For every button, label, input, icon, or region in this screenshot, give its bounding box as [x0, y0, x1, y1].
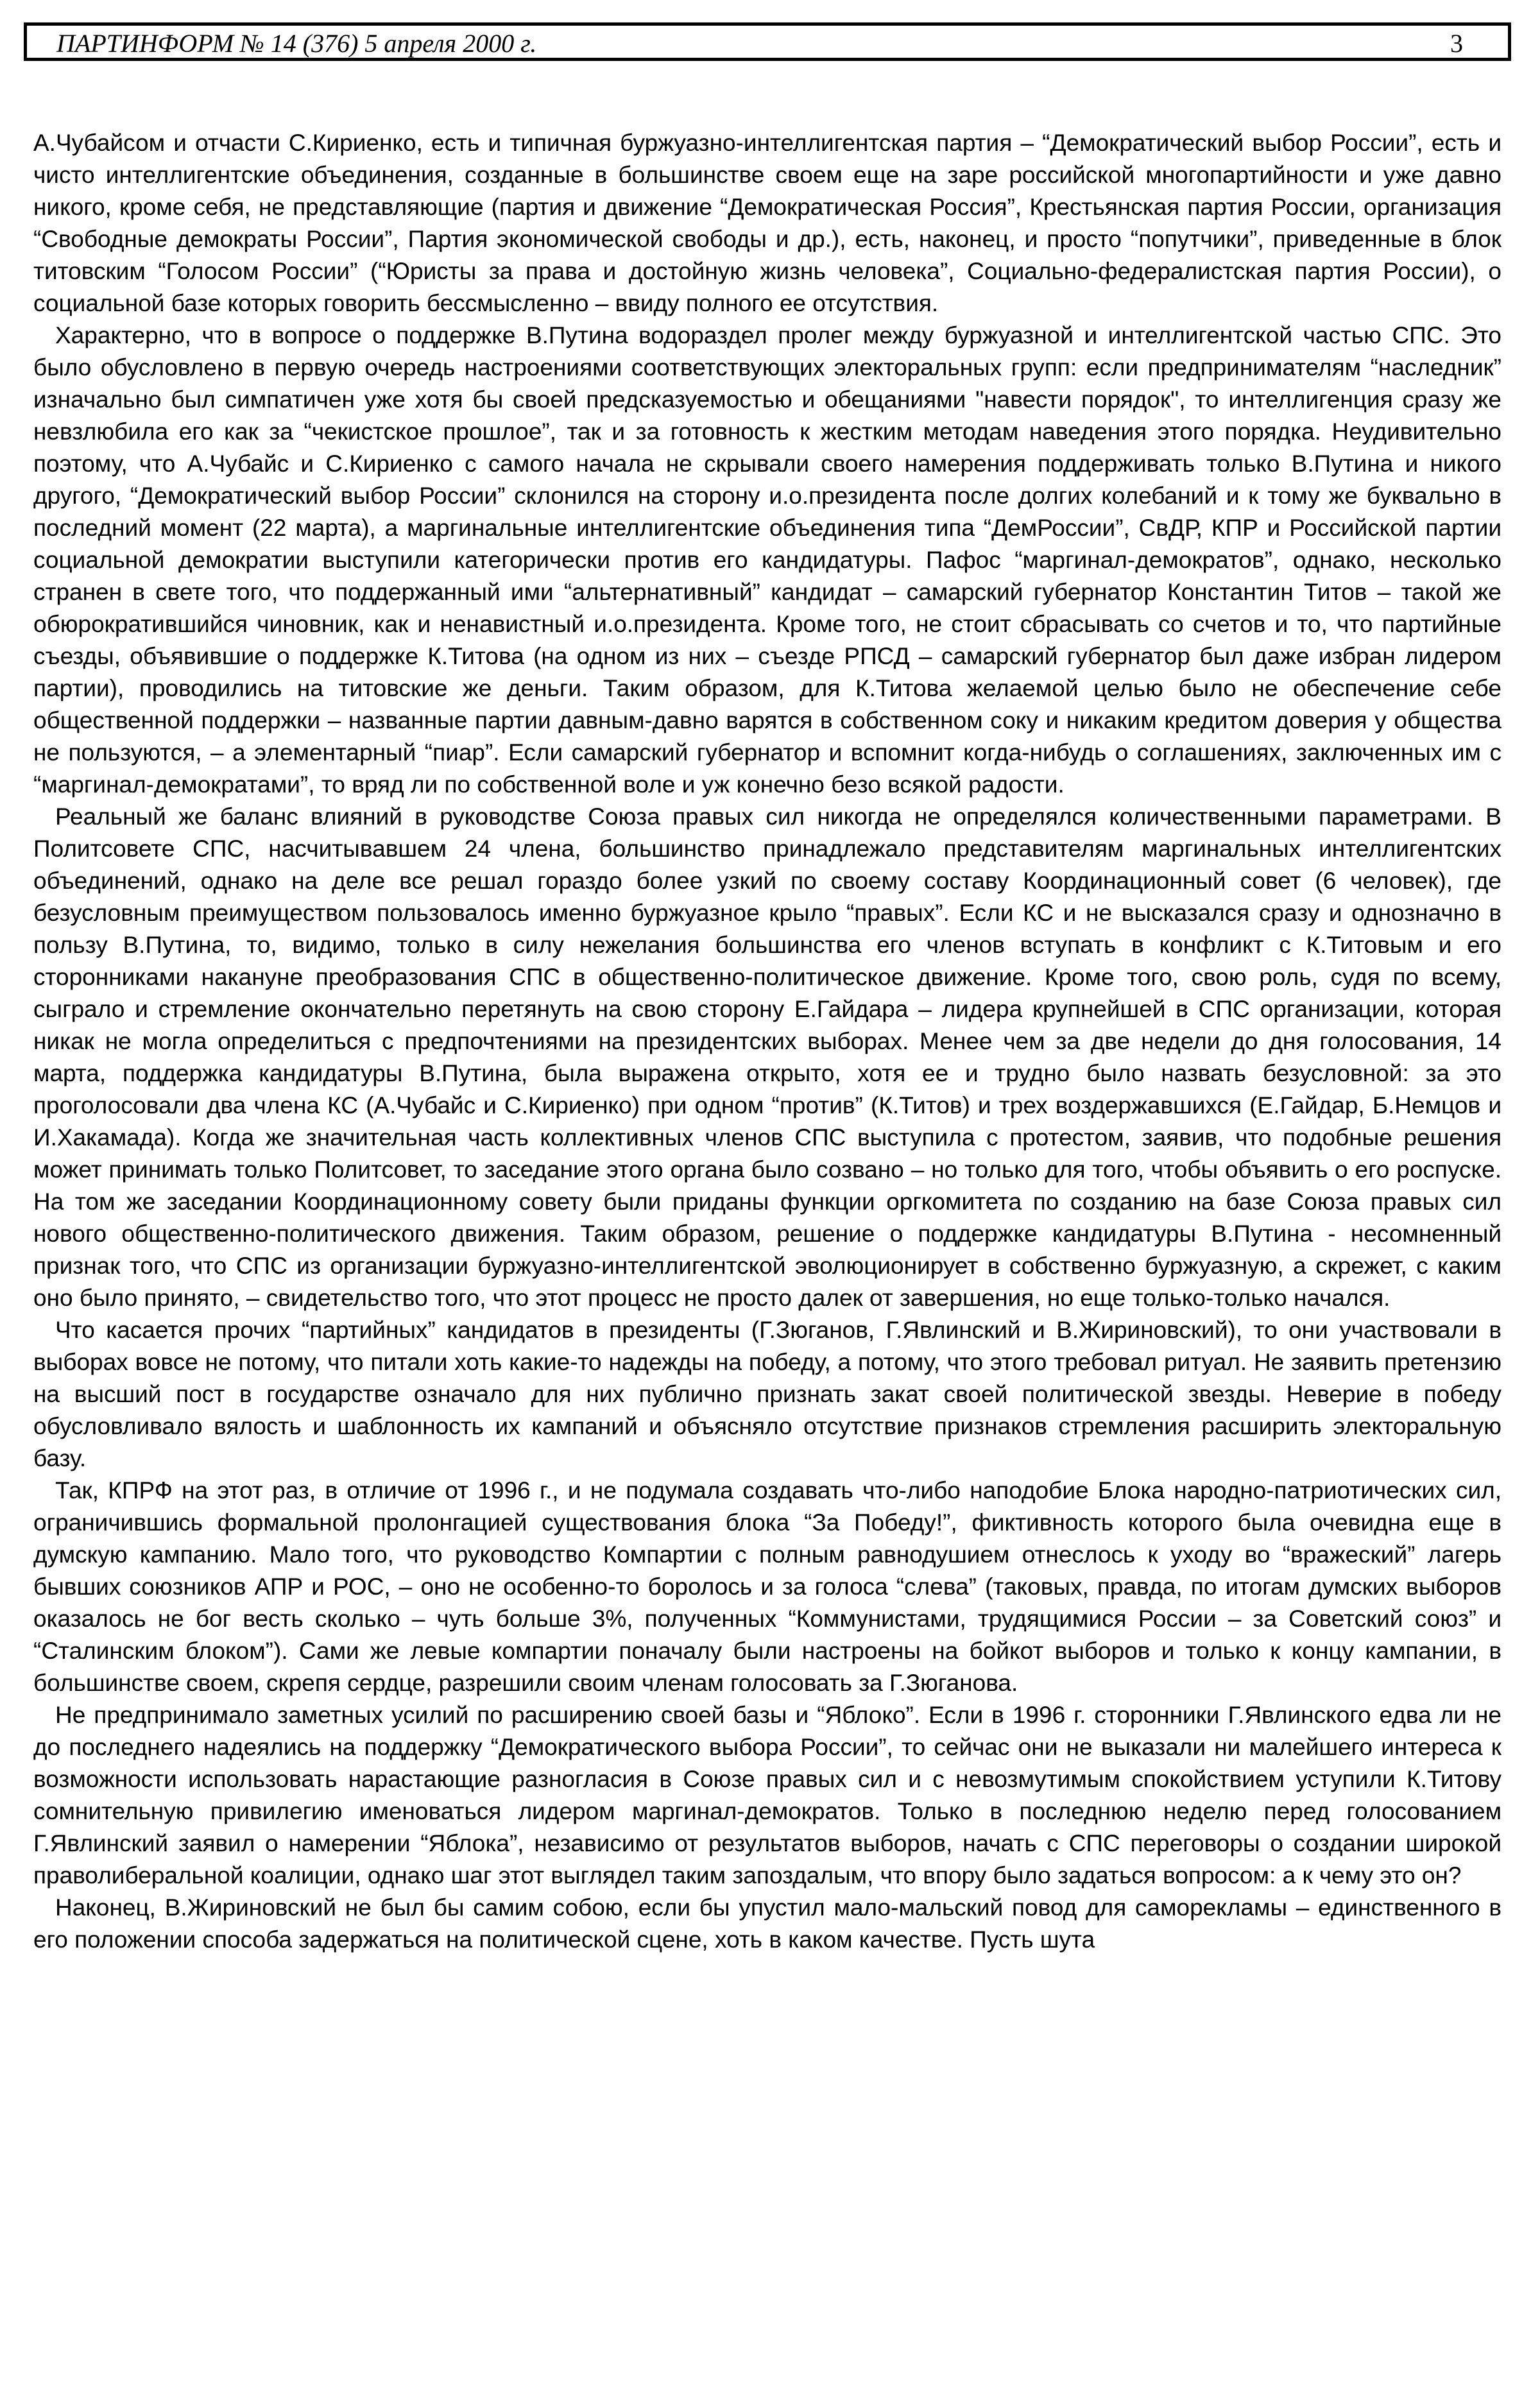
- paragraph-7: Наконец, В.Жириновский не был бы самим собою, если бы упустил мало-мальский повод для саморекламы – единственного в его положении способа задержаться на политической сцене, хоть в каком качестве. Пусть шута: [33, 1894, 1502, 1953]
- page-header: [24, 22, 1511, 61]
- paragraph-5: Так, КПРФ на этот раз, в отличие от 1996 г., и не подумала создавать что-либо наподобие Блока народно-патриотических сил, ограничившись формальной пролонгацией существования блока “За Победу!”, фиктивность которого была очевидна еще в думскую кампанию. Мало того, что руководство Компартии с полным равнодушием отнеслось к уходу во “вражеский” лагерь бывших союзников АПР и РОС, – оно не особенно-то боролось и за голоса “слева” (таковых, правда, по итогам думских выборов оказалось не бог весть сколько – чуть больше 3%, полученных “Коммунистами, трудящимися России – за Советский союз” и “Сталинским блоком”). Сами же левые компартии поначалу были настроены на бойкот выборов и только к концу кампании, в большинстве своем, скрепя сердце, разрешили своим членам голосовать за Г.Зюганова.: [33, 1477, 1502, 1696]
- page-number: 3: [1450, 29, 1463, 58]
- paragraph-1: А.Чубайсом и отчасти С.Кириенко, есть и типичная буржуазно-интеллигентская партия – “Демократический выбор России”, есть и чисто интеллигентские объединения, созданные в большинстве своем еще на заре российской многопартийности и уже давно никого, кроме себя, не представляющие (партия и движение “Демократическая Россия”, Крестьянская партия России, организация “Свободные демократы России”, Партия экономической свободы и др.), есть, наконец, и просто “попутчики”, приведенные в блок титовским “Голосом России” (“Юристы за права и достойную жизнь человека”, Социально-федералистская партия России), о социальной базе которых говорить бессмысленно – ввиду полного ее отсутствия.: [33, 130, 1502, 316]
- paragraph-6: Не предпринимало заметных усилий по расширению своей базы и “Яблоко”. Если в 1996 г. сторонники Г.Явлинского едва ли не до последнего надеялись на поддержку “Демократического выбора России”, то сейчас они не выказали ни малейшего интереса к возможности использовать нарастающие разногласия в Союзе правых сил и с невозмутимым спокойствием уступили К.Титову сомнительную привилегию именоваться лидером маргинал-демократов. Только в последнюю неделю перед голосованием Г.Явлинский заявил о намерении “Яблока”, независимо от результатов выборов, начать с СПС переговоры о создании широкой праволиберальной коалиции, однако шаг этот выглядел таким запоздалым, что впору было задаться вопросом: а к чему это он?: [33, 1702, 1502, 1889]
- paragraph-2: Характерно, что в вопросе о поддержке В.Путина водораздел пролег между буржуазной и интеллигентской частью СПС. Это было обусловлено в первую очередь настроениями соответствующих электоральных групп: если предпринимателям “наследник” изначально был симпатичен уже хотя бы своей предсказуемостью и обещаниями "навести порядок", то интеллигенция сразу же невзлюбила его как за “чекистское прошлое”, так и за готовность к жестким методам наведения этого порядка. Неудивительно поэтому, что А.Чубайс и С.Кириенко с самого начала не скрывали своего намерения поддерживать только В.Путина и никого другого, “Демократический выбор России” склонился на сторону и.о.президента после долгих колебаний и к тому же буквально в последний момент (22 марта), а маргинальные интеллигентские объединения типа “ДемРоссии”, СвДР, КПР и Российской партии социальной демократии выступили категорически против его кандидатуры. Пафос “маргинал-демократов”, однако, несколько странен в свете того, что поддержанный ими “альтернативный” кандидат – самарский губернатор Константин Титов – такой же обюрократившийся чиновник, как и ненавистный и.о.президента. Кроме того, не стоит сбрасывать со счетов и то, что партийные съезды, объявившие о поддержке К.Титова (на одном из них – съезде РПСД – самарский губернатор был даже избран лидером партии), проводились на титовские же деньги. Таким образом, для К.Титова желаемой целью было не обеспечение себе общественной поддержки – названные партии давным-давно варятся в собственном соку и никаким кредитом доверия у общества не пользуются, – а элементарный “пиар”. Если самарский губернатор и вспомнит когда-нибудь о соглашениях, заключенных им с “маргинал-демократами”, то вряд ли по собственной воле и уж конечно безо всякой радости.: [33, 322, 1502, 798]
- paragraph-3: Реальный же баланс влияний в руководстве Союза правых сил никогда не определялся количественными параметрами. В Политсовете СПС, насчитывавшем 24 члена, большинство принадлежало представителям маргинальных интеллигентских объединений, однако на деле все решал гораздо более узкий по своему составу Координационный совет (6 человек), где безусловным преимуществом пользовалось именно буржуазное крыло “правых”. Если КС и не высказался сразу и однозначно в пользу В.Путина, то, видимо, только в силу нежелания большинства его членов вступать в конфликт с К.Титовым и его сторонниками накануне преобразования СПС в общественно-политическое движение. Кроме того, свою роль, судя по всему, сыграло и стремление окончательно перетянуть на свою сторону Е.Гайдара – лидера крупнейшей в СПС организации, которая никак не могла определиться с предпочтениями на президентских выборах. Менее чем за две недели до дня голосования, 14 марта, поддержка кандидатуры В.Путина, была выражена открыто, хотя ее и трудно было назвать безусловной: за это проголосовали два члена КС (А.Чубайс и С.Кириенко) при одном “против” (К.Титов) и трех воздержавшихся (Е.Гайдар, Б.Немцов и И.Хакамада). Когда же значительная часть коллективных членов СПС выступила с протестом, заявив, что подобные решения может принимать только Политсовет, то заседание этого органа было созвано – но только для того, чтобы объявить о его роспуске. На том же заседании Координационному совету были приданы функции оргкомитета по созданию на базе Союза правых сил нового общественно-политического движения. Таким образом, решение о поддержке кандидатуры В.Путина - несомненный признак того, что СПС из организации буржуазно-интеллигентской эволюционирует в собственно буржуазную, а скрежет, с каким оно было принято, – свидетельство того, что этот процесс не просто далек от завершения, но еще только-только начался.: [33, 803, 1502, 1311]
- article-body: [33, 127, 1502, 1956]
- paragraph-4: Что касается прочих “партийных” кандидатов в президенты (Г.Зюганов, Г.Явлинский и В.Жириновский), то они участвовали в выборах вовсе не потому, что питали хоть какие-то надежды на победу, а потому, что этого требовал ритуал. Не заявить претензию на высший пост в государстве означало для них публично признать закат своей политической звезды. Неверие в победу обусловливало вялость и шаблонность их кампаний и объясняло отсутствие признаков стремления расширить электоральную базу.: [33, 1317, 1502, 1471]
- publication-title: ПАРТИНФОРМ № 14 (376) 5 апреля 2000 г.: [56, 29, 537, 58]
